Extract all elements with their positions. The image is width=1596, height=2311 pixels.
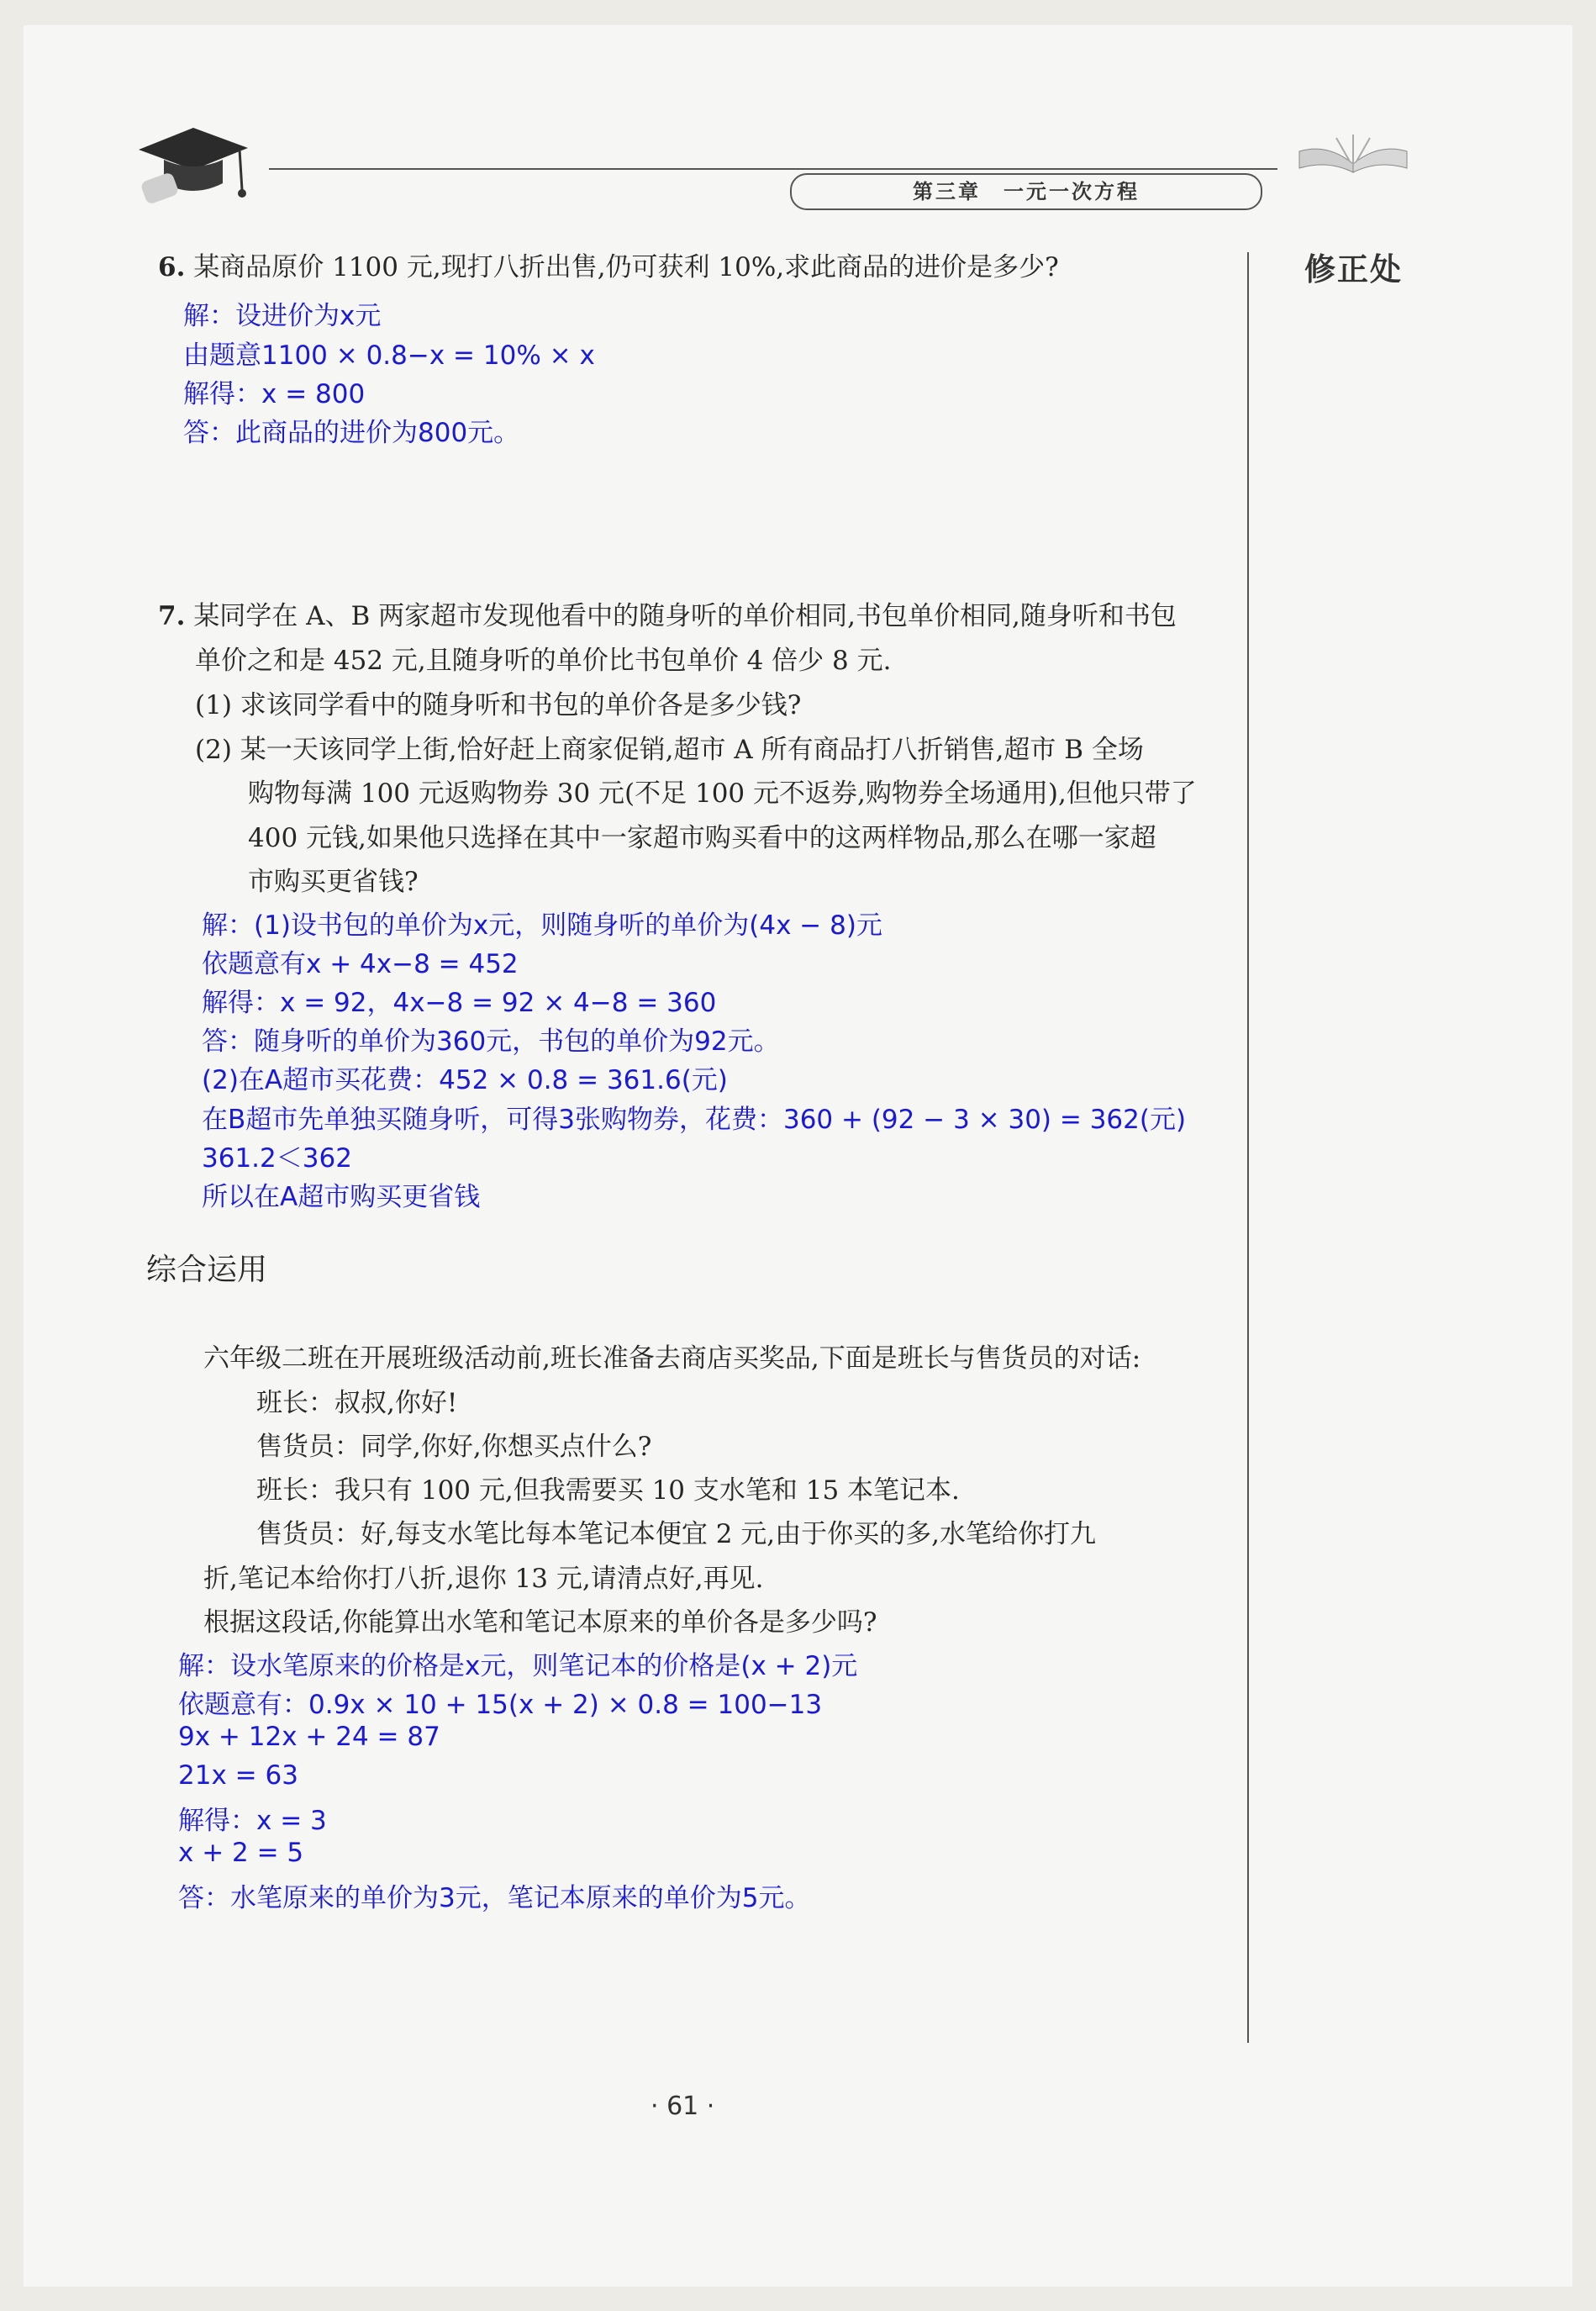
answer-line: 解：设进价为x元 xyxy=(183,301,382,331)
question-number: 6. xyxy=(158,252,186,282)
sub-question-2-line: 400 元钱,如果他只选择在其中一家超市购买看中的这两样物品,那么在哪一家超 xyxy=(248,823,1156,853)
open-book-icon xyxy=(1294,126,1412,177)
correction-label: 修正处 xyxy=(1304,251,1403,288)
answer-line: 解得：x = 92，4x−8 = 92 × 4−8 = 360 xyxy=(202,988,717,1018)
answer-line: 答：水笔原来的单价为3元，笔记本原来的单价为5元。 xyxy=(178,1883,811,1913)
question-number: 7. xyxy=(158,601,186,631)
answer-line: 在B超市先单独买随身听，可得3张购物券，花费：360 + (92 − 3 × 30) = 362(元) xyxy=(202,1105,1187,1135)
page-number: · 61 · xyxy=(651,2092,715,2121)
sub-question-1: (1) 求该同学看中的随身听和书包的单价各是多少钱? xyxy=(195,690,802,720)
question-6 xyxy=(158,245,1059,283)
question-text: 单价之和是 452 元,且随身听的单价比书包单价 4 倍少 8 元. xyxy=(195,646,892,676)
dialog-line: 班长：叔叔,你好! xyxy=(256,1388,458,1418)
sub-question-2-line: 购物每满 100 元返购物券 30 元(不足 100 元不返券,购物券全场通用),但他只带了 xyxy=(248,778,1197,809)
section-question: 根据这段话,你能算出水笔和笔记本原来的单价各是多少吗? xyxy=(203,1607,877,1638)
answer-line: 解得：x = 800 xyxy=(183,379,366,409)
question-text: 某同学在 A、B 两家超市发现他看中的随身听的单价相同,书包单价相同,随身听和书包 xyxy=(193,601,1177,631)
answer-line: x + 2 = 5 xyxy=(178,1838,304,1868)
sub-question-2-line: 市购买更省钱? xyxy=(248,867,419,897)
answer-line: 由题意1100 × 0.8−x = 10% × x xyxy=(183,340,595,371)
answer-line: 依题意有x + 4x−8 = 452 xyxy=(202,949,519,979)
answer-line: 21x = 63 xyxy=(178,1760,298,1791)
answer-line: 答：此商品的进价为800元。 xyxy=(183,418,520,448)
dialog-line: 售货员：好,每支水笔比每本笔记本便宜 2 元,由于你买的多,水笔给你打九 xyxy=(256,1519,1096,1549)
question-text: 某商品原价 1100 元,现打八折出售,仍可获利 10%,求此商品的进价是多少? xyxy=(193,252,1059,282)
dialog-line: 班长：我只有 100 元,但我需要买 10 支水笔和 15 本笔记本. xyxy=(256,1475,960,1506)
dialog-line: 售货员：同学,你好,你想买点什么? xyxy=(256,1432,652,1462)
answer-line: 解：设水笔原来的价格是x元，则笔记本的价格是(x + 2)元 xyxy=(178,1651,858,1681)
section-intro: 六年级二班在开展班级活动前,班长准备去商店买奖品,下面是班长与售货员的对话: xyxy=(203,1343,1141,1374)
question-7 xyxy=(158,594,1177,632)
answer-line: (2)在A超市买花费：452 × 0.8 = 361.6(元) xyxy=(202,1065,728,1095)
answer-line: 解得：x = 3 xyxy=(178,1806,327,1836)
answer-line: 解：(1)设书包的单价为x元，则随身听的单价为(4x − 8)元 xyxy=(202,910,882,941)
chapter-title: 第三章 一元一次方程 xyxy=(790,173,1262,210)
answer-line: 依题意有：0.9x × 10 + 15(x + 2) × 0.8 = 100−13 xyxy=(178,1690,823,1720)
margin-divider xyxy=(1247,252,1249,2043)
answer-line: 答：随身听的单价为360元，书包的单价为92元。 xyxy=(202,1026,780,1057)
dialog-line: 折,笔记本给你打八折,退你 13 元,请清点好,再见. xyxy=(203,1564,764,1594)
answer-line: 所以在A超市购买更省钱 xyxy=(202,1182,481,1212)
section-title: 综合运用 xyxy=(146,1253,268,1287)
graduation-cap-icon xyxy=(126,118,252,210)
header-rule xyxy=(269,168,1277,170)
sub-question-2: (2) 某一天该同学上街,恰好赶上商家促销,超市 A 所有商品打八折销售,超市 B 全场 xyxy=(195,735,1144,765)
answer-line: 9x + 12x + 24 = 87 xyxy=(178,1722,440,1752)
answer-line: 361.2＜362 xyxy=(202,1143,352,1174)
